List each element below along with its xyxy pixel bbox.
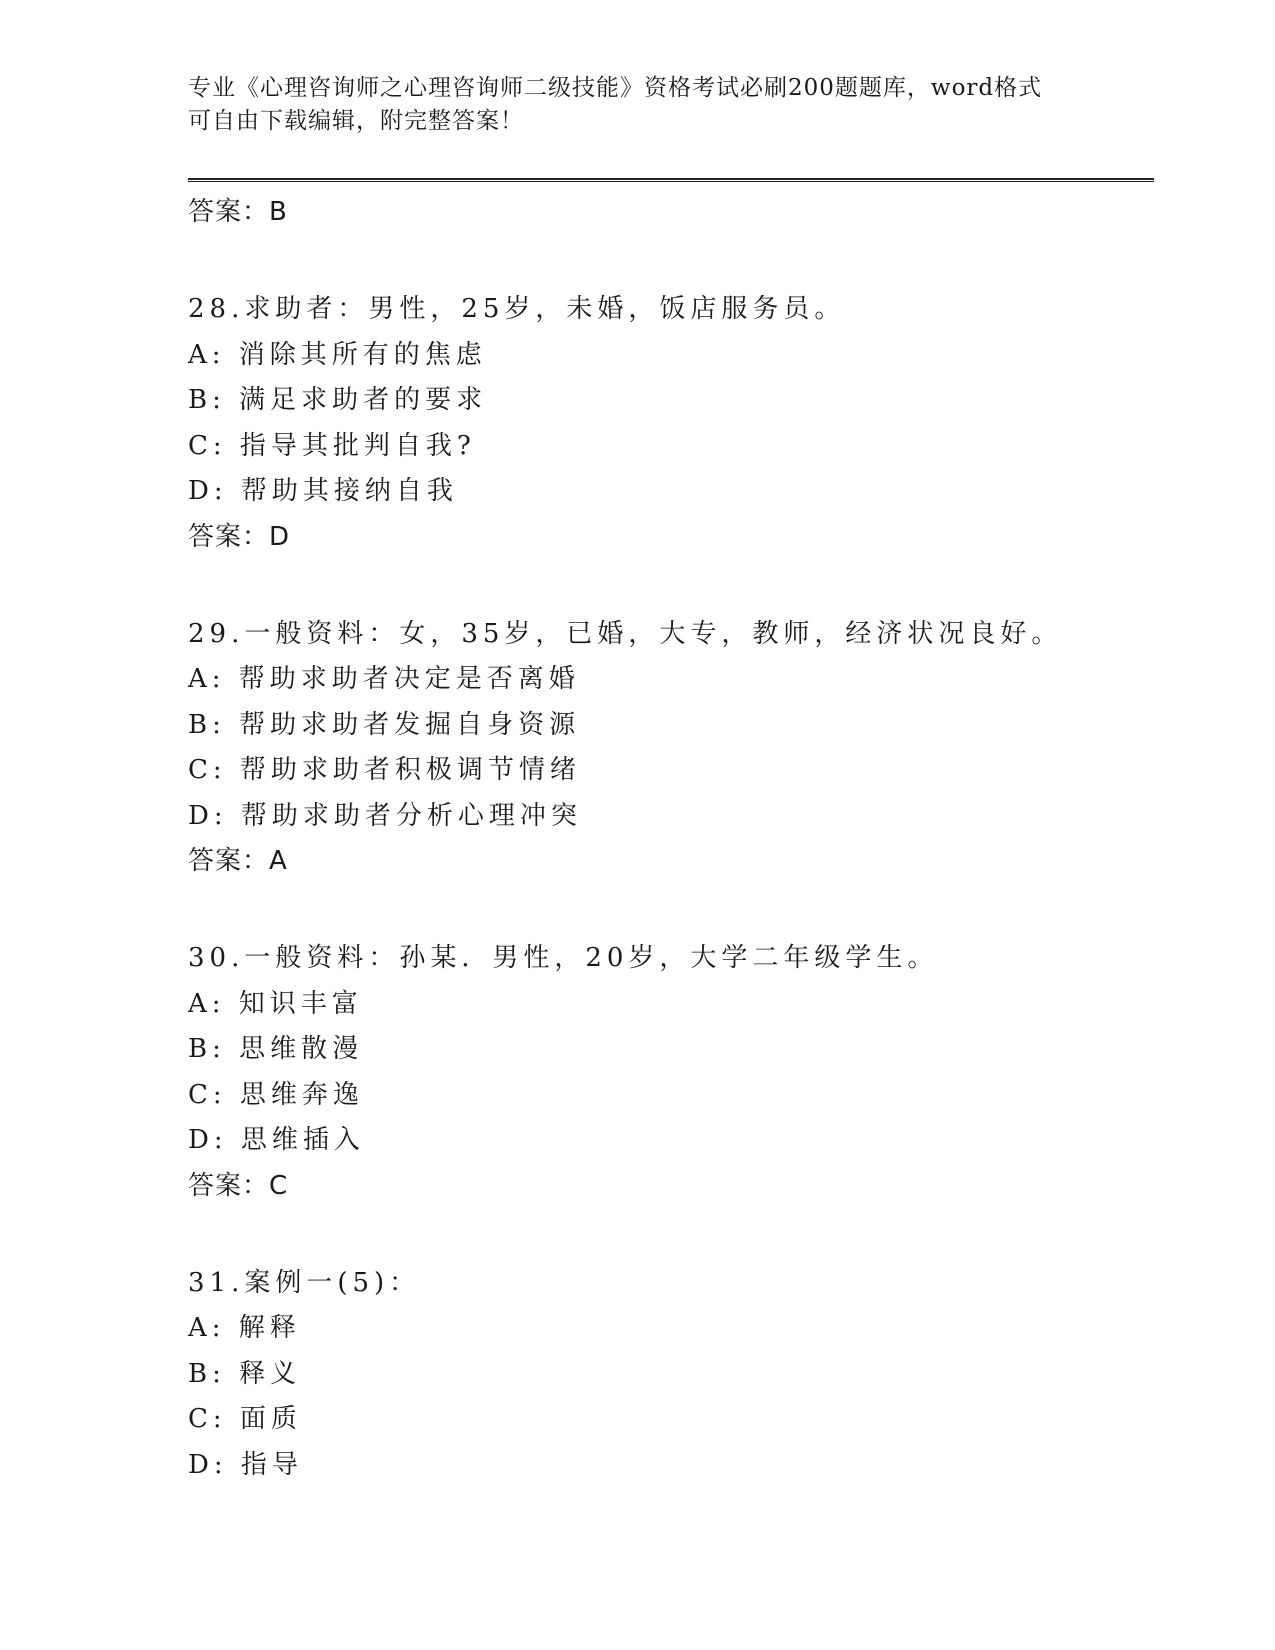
header-divider [188,178,1154,182]
question-30 [188,936,1154,1209]
option-a: A: 帮助求助者决定是否离婚 [188,664,580,694]
option-d: D: 思维插入 [188,1125,365,1155]
option-c: C: 思维奔逸 [188,1079,364,1110]
question-28 [188,287,1154,560]
option-c: C: 指导其批判自我? [188,430,476,461]
option-b: B: 释义 [188,1358,302,1389]
header-line-2: 可自由下载编辑，附完整答案！ [188,108,524,134]
answer-line: 答案：B [188,197,288,227]
spacer [188,1209,1154,1261]
option-d: D: 指导 [188,1449,303,1480]
question-31 [188,1261,1154,1489]
option-b: B: 思维散漫 [188,1034,364,1064]
option-b: B: 帮助求助者发掘自身资源 [188,709,581,740]
answer-line: 答案：A [188,846,288,876]
question-stem: 29.一般资料：女，35岁，已婚，大专，教师，经济状况良好。 [188,618,1063,649]
answer-line: 答案：C [188,1170,289,1201]
document-header [188,72,1088,138]
option-c: C: 帮助求助者积极调节情绪 [188,755,581,785]
option-a: A: 解释 [188,1313,301,1343]
option-a: A: 消除其所有的焦虑 [188,339,487,370]
option-c: C: 面质 [188,1404,302,1434]
option-d: D: 帮助其接纳自我 [188,476,458,506]
question-29 [188,612,1154,885]
option-a: A: 知识丰富 [188,988,363,1019]
question-stem: 30.一般资料：孙某．男性，20岁，大学二年级学生。 [188,943,939,973]
spacer [188,884,1154,936]
header-line-1: 专业《心理咨询师之心理咨询师二级技能》资格考试必刷200题题库，word格式 [188,75,1043,101]
spacer [188,560,1154,612]
question-stem: 31.案例一(5)： [188,1267,421,1298]
spacer [188,235,1154,287]
option-b: B: 满足求助者的要求 [188,385,488,415]
question-stem: 28.求助者：男性，25岁，未婚，饭店服务员。 [188,294,846,324]
option-d: D: 帮助求助者分析心理冲突 [188,800,582,831]
question-list [188,190,1154,1488]
answer-line: 答案：D [188,521,291,552]
